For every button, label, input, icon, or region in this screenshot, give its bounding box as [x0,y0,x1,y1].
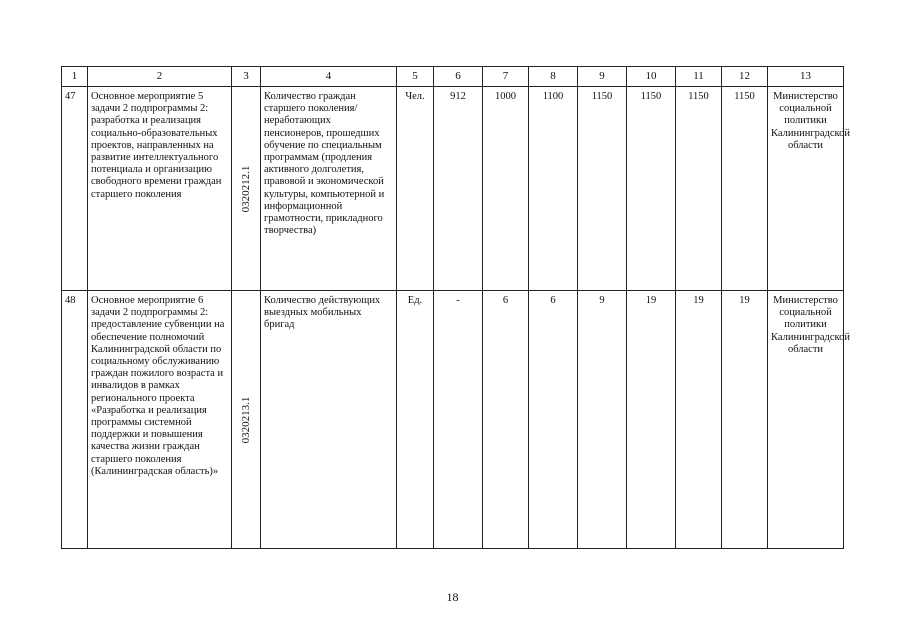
value-cell: - [434,291,483,549]
event-code: 0320213.1 [239,396,252,443]
responsible-org: Министерство социальной политики Калининградской области [768,291,844,549]
value-cell: 9 [578,291,627,549]
header-cell: 10 [627,67,676,87]
header-cell: 3 [232,67,261,87]
header-cell: 13 [768,67,844,87]
header-cell: 12 [722,67,768,87]
header-cell: 6 [434,67,483,87]
code-cell [232,87,261,291]
unit: Чел. [397,87,434,291]
header-cell: 11 [676,67,722,87]
header-row [62,67,844,87]
header-cell: 8 [529,67,578,87]
value-cell: 19 [722,291,768,549]
header-cell: 5 [397,67,434,87]
value-cell: 6 [483,291,529,549]
indicator-description: Количество граждан старшего поколения/неработающих пенсионеров, прошедших обучение по специальным программам (продления активного долголетия, правовой и экономической культуры, компьютерной и информационной грамотности, прикладного творчества) [261,87,397,291]
event-description: Основное мероприятие 5 задачи 2 подпрограммы 2: разработка и реализация социально-образовательных проектов, направленных на развитие интеллектуального потенциала и организацию свободного времени граждан старшего поколения [88,87,232,291]
event-description: Основное мероприятие 6 задачи 2 подпрограммы 2: предоставление субвенции на обеспечение полномочий Калининградской области по социальному обслуживанию граждан пожилого возраста и инвалидов в рамках регионального проекта «Разработка и реализация программы системной поддержки и повышения качества жизни граждан старшего поколения (Калининградская область)» [88,291,232,549]
value-cell: 1150 [578,87,627,291]
indicator-description: Количество действующих выездных мобильных бригад [261,291,397,549]
value-cell: 912 [434,87,483,291]
responsible-org: Министерство социальной политики Калининградской области [768,87,844,291]
value-cell: 1000 [483,87,529,291]
event-code: 0320212.1 [239,165,252,212]
header-cell: 9 [578,67,627,87]
value-cell: 1150 [676,87,722,291]
header-cell: 1 [62,67,88,87]
row-number: 47 [62,87,88,291]
table-row [62,87,844,291]
value-cell: 1150 [627,87,676,291]
page-number: 18 [446,590,459,604]
value-cell: 1150 [722,87,768,291]
value-cell: 19 [676,291,722,549]
table-row [62,291,844,549]
value-cell: 19 [627,291,676,549]
header-cell: 4 [261,67,397,87]
header-cell: 2 [88,67,232,87]
value-cell: 1100 [529,87,578,291]
code-cell [232,291,261,549]
header-cell: 7 [483,67,529,87]
row-number: 48 [62,291,88,549]
data-table [61,66,850,549]
value-cell: 6 [529,291,578,549]
unit: Ед. [397,291,434,549]
